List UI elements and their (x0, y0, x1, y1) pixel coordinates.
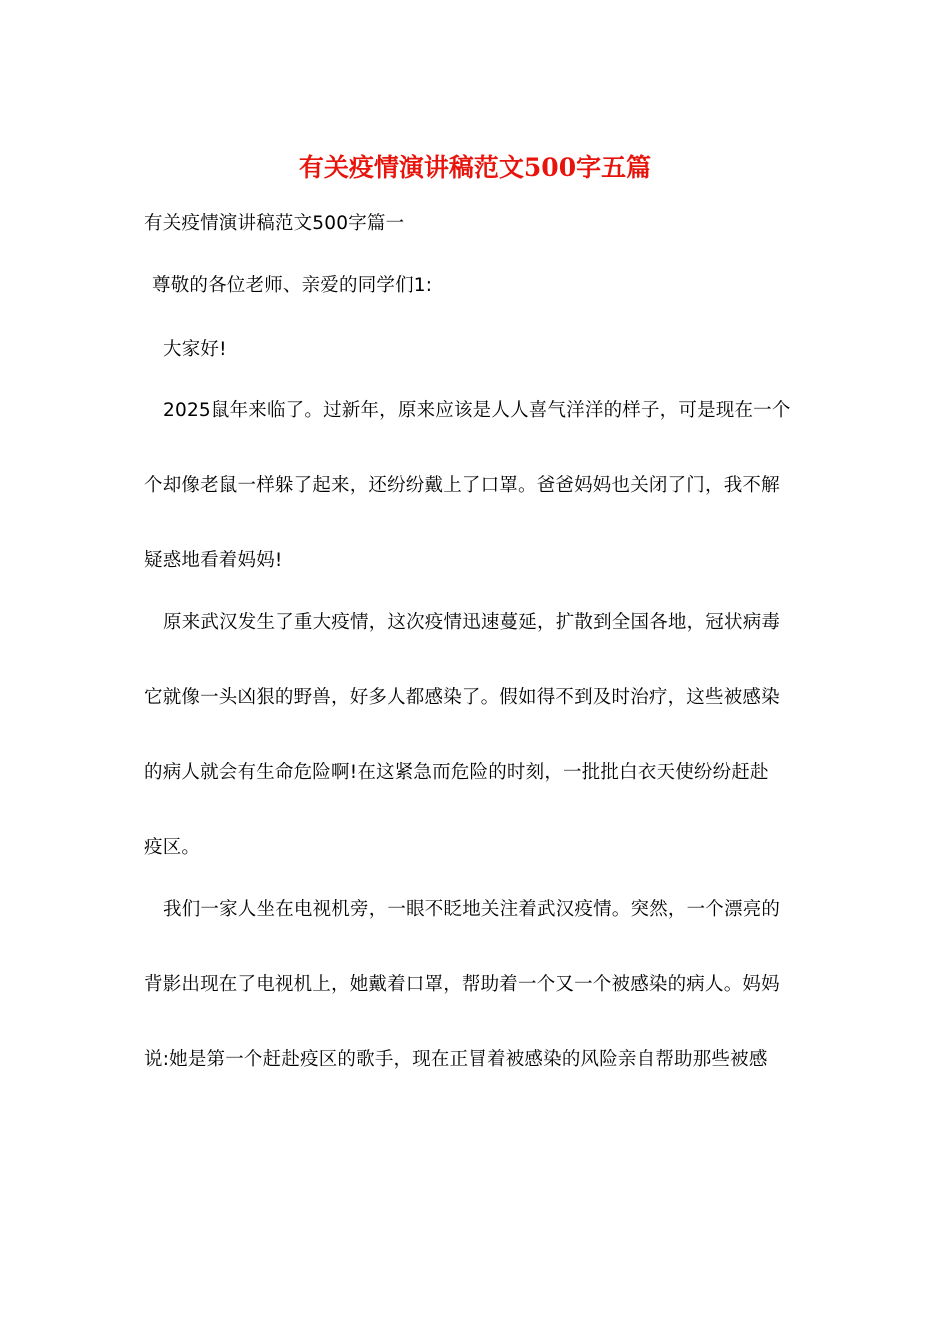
paragraph-line: 疑惑地看着妈妈! (144, 550, 283, 571)
section-heading: 有关疫情演讲稿范文500字篇一 (144, 213, 405, 234)
greeting: 大家好! (163, 339, 227, 360)
paragraph-line: 我们一家人坐在电视机旁，一眼不眨地关注着武汉疫情。突然，一个漂亮的 (163, 899, 781, 920)
paragraph-line: 个却像老鼠一样躲了起来，还纷纷戴上了口罩。爸爸妈妈也关闭了门，我不解 (144, 475, 780, 496)
paragraph-line: 原来武汉发生了重大疫情，这次疫情迅速蔓延，扩散到全国各地，冠状病毒 (163, 612, 781, 633)
paragraph-line: 说:她是第一个赶赴疫区的歌手，现在正冒着被感染的风险亲自帮助那些被感 (144, 1049, 768, 1070)
paragraph-line: 疫区。 (144, 837, 201, 858)
paragraph-line: 背影出现在了电视机上，她戴着口罩，帮助着一个又一个被感染的病人。妈妈 (144, 974, 780, 995)
document-title: 有关疫情演讲稿范文500字五篇 (298, 153, 652, 182)
paragraph-line: 它就像一头凶狠的野兽，好多人都感染了。假如得不到及时治疗，这些被感染 (144, 687, 780, 708)
paragraph-line: 2025鼠年来临了。过新年，原来应该是人人喜气洋洋的样子，可是现在一个 (163, 400, 791, 421)
paragraph-line: 的病人就会有生命危险啊!在这紧急而危险的时刻，一批批白衣天使纷纷赶赴 (144, 762, 769, 783)
salutation: 尊敬的各位老师、亲爱的同学们1: (152, 275, 433, 296)
